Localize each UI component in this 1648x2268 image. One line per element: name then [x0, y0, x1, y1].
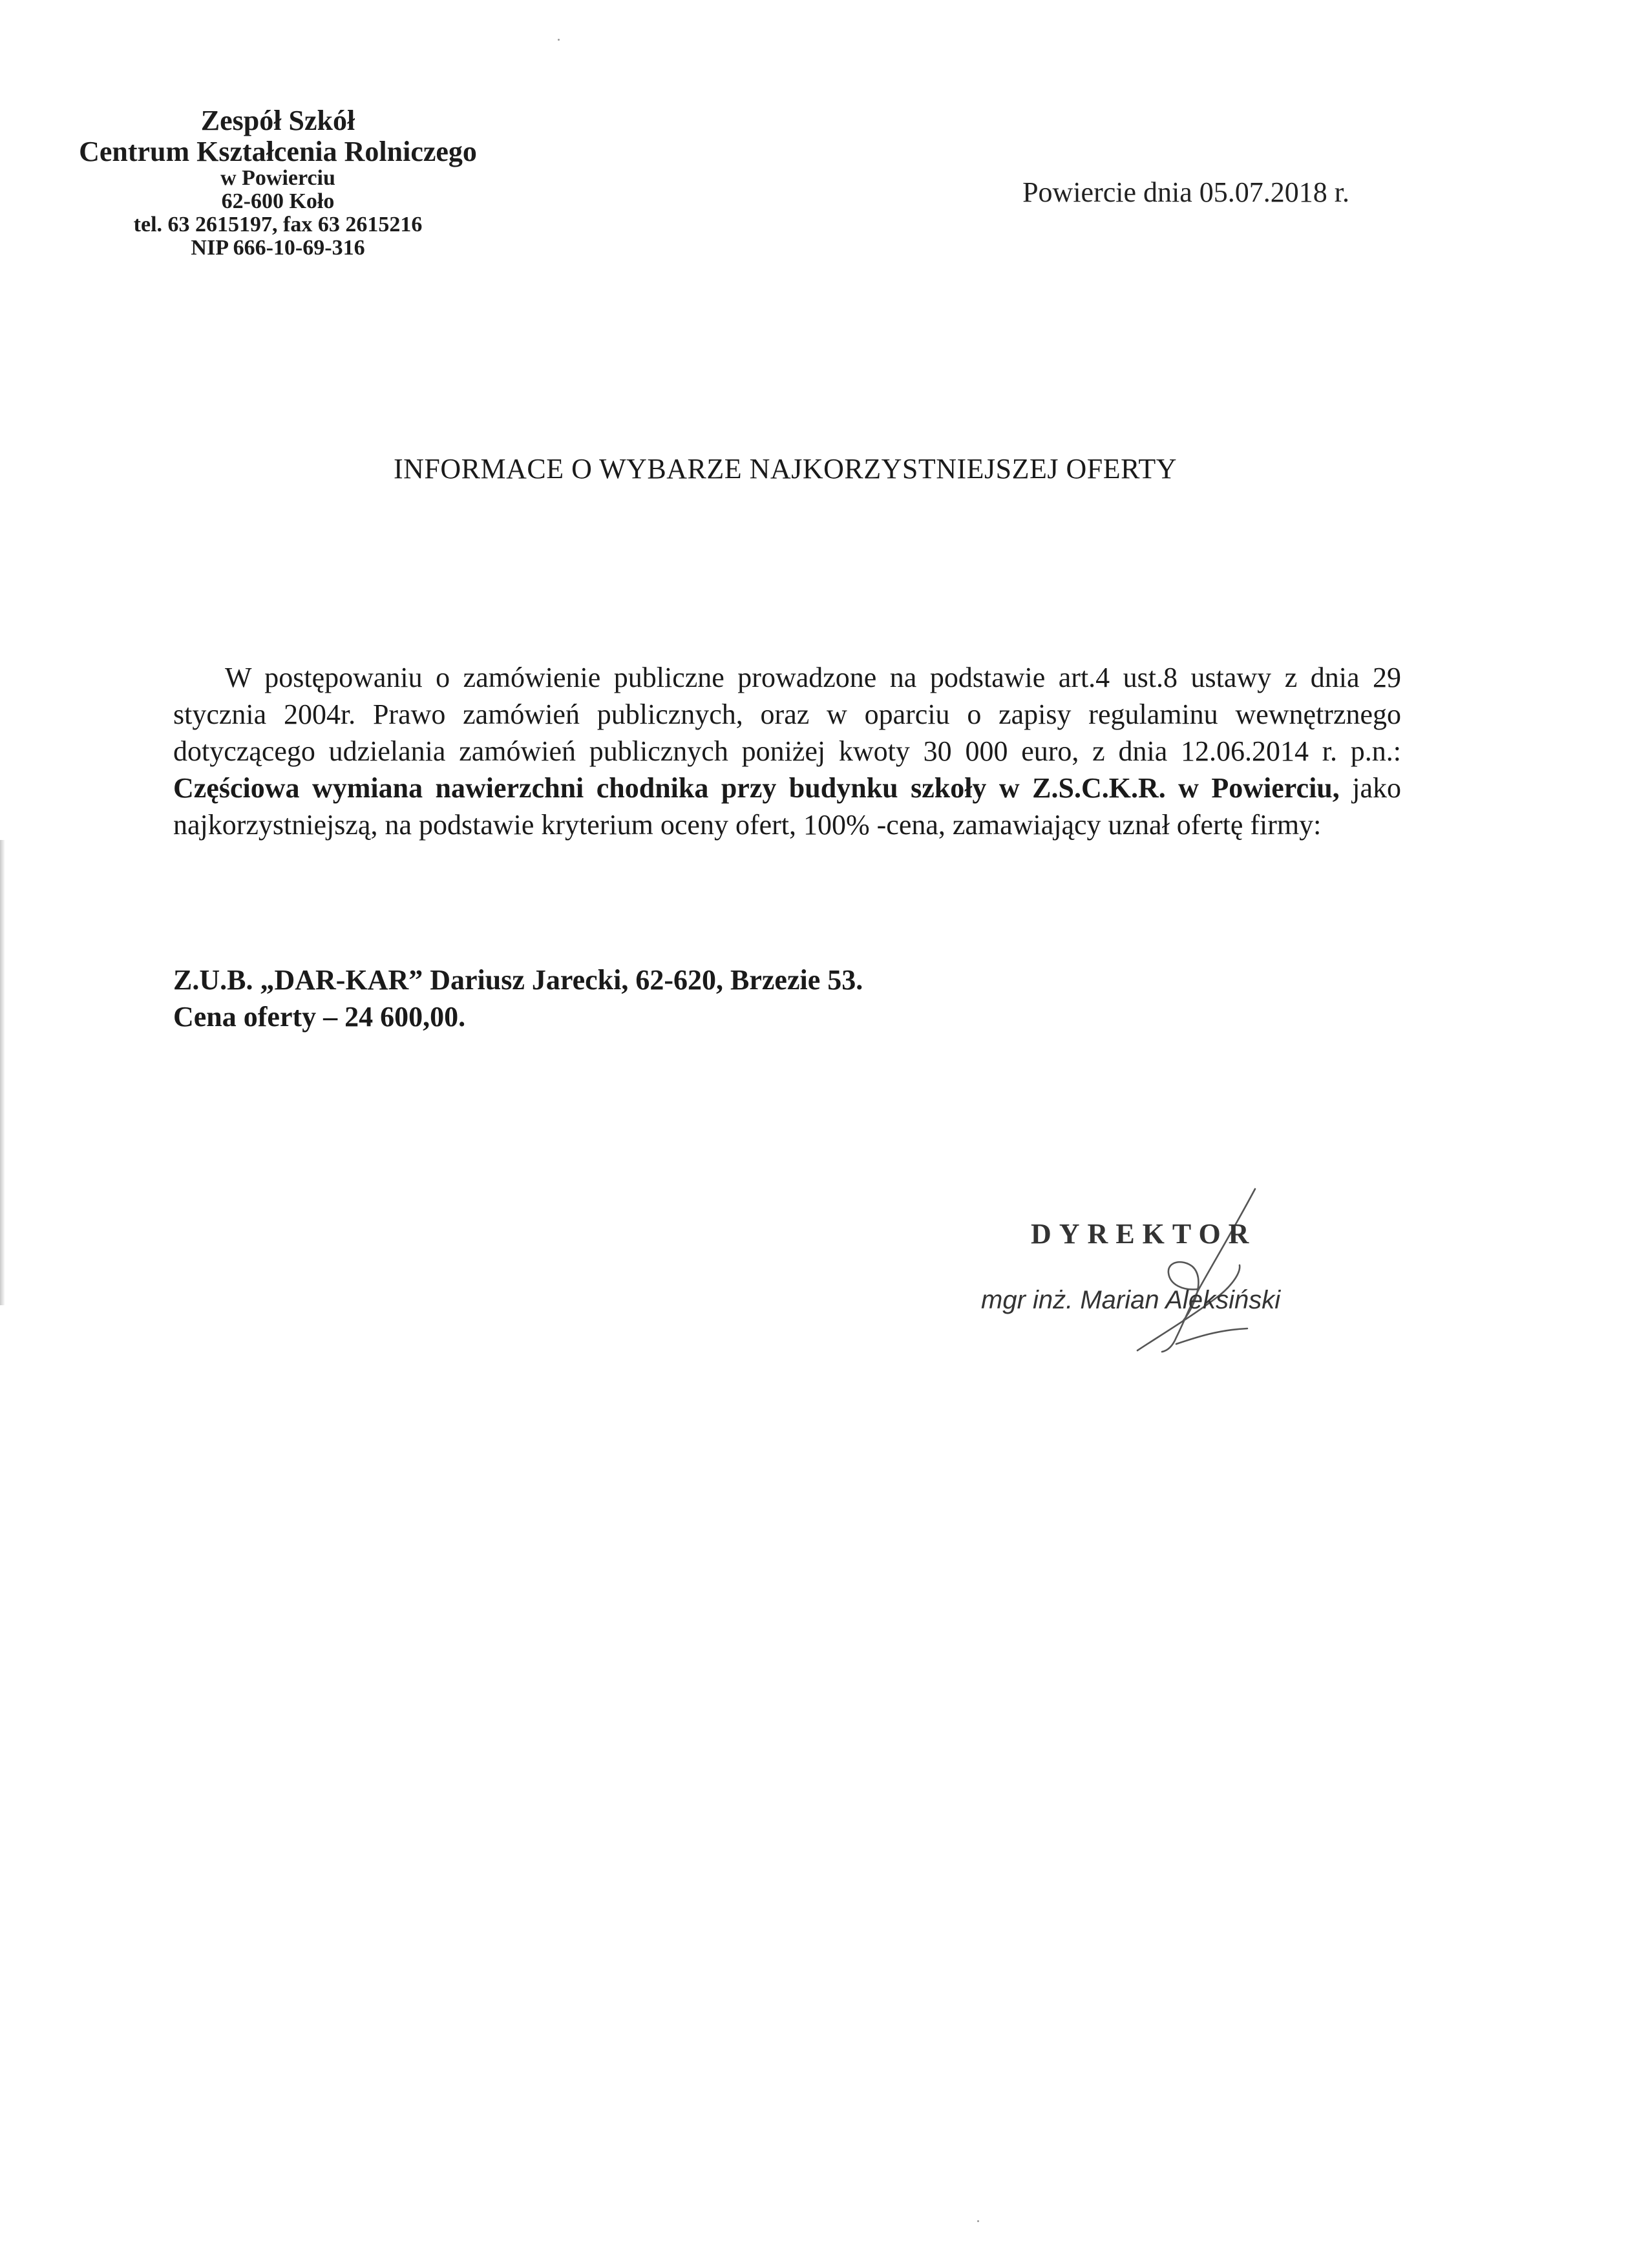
winner-block: [173, 961, 863, 1035]
stamp-line-6: NIP 666-10-69-316: [191, 236, 365, 260]
winner-price: Cena oferty – 24 600,00.: [173, 1001, 466, 1033]
scan-edge-shadow: [0, 840, 5, 1305]
winner-company: Z.U.B. „DAR-KAR” Dariusz Jarecki, 62-620, Brzezie 53.: [173, 964, 863, 996]
handwritten-signature: [1086, 1176, 1280, 1363]
signatory-role: DYREKTOR: [1031, 1218, 1257, 1250]
body-subject-bold: Częściowa wymiana nawierzchni chodnika przy budynku szkoły w Z.S.C.K.R. w Powierciu,: [173, 772, 1340, 804]
stamp-line-2: Centrum Kształcenia Rolniczego: [79, 136, 477, 167]
stamp-line-5: tel. 63 2615197, fax 63 2615216: [133, 213, 423, 236]
document-date: Powiercie dnia 05.07.2018 r.: [1022, 176, 1349, 208]
body-text-part-1: W postępowaniu o zamówienie publiczne prowadzone na podstawie art.4 ust.8 ustawy z dnia 29 stycznia 2004r. Prawo zamówień publicznych, oraz w oparciu o zapisy regulaminu wewnętrznego dotyczącego udzielania zamówień publicznych poniżej kwoty 30 000 euro, z dnia 12.06.2014 r. p.n.:: [173, 662, 1401, 767]
body-paragraph: [173, 659, 1401, 843]
scan-speck: [558, 39, 560, 41]
signatory-name: mgr inż. Marian Aleksiński: [981, 1286, 1281, 1314]
stamp-line-3: w Powierciu: [220, 166, 335, 190]
document-title: INFORMACE O WYBARZE NAJKORZYSTNIEJSZEJ OFERTY: [394, 453, 1177, 485]
school-stamp: [39, 107, 517, 259]
stamp-line-1: Zespół Szkół: [200, 105, 355, 136]
body-text-part-2: jako najkorzystniejszą, na podstawie kryterium oceny ofert, 100% -cena, zamawiający uznał ofertę firmy:: [173, 772, 1401, 841]
stamp-line-4: 62-600 Koło: [221, 189, 335, 213]
scan-speck: [977, 2220, 979, 2222]
